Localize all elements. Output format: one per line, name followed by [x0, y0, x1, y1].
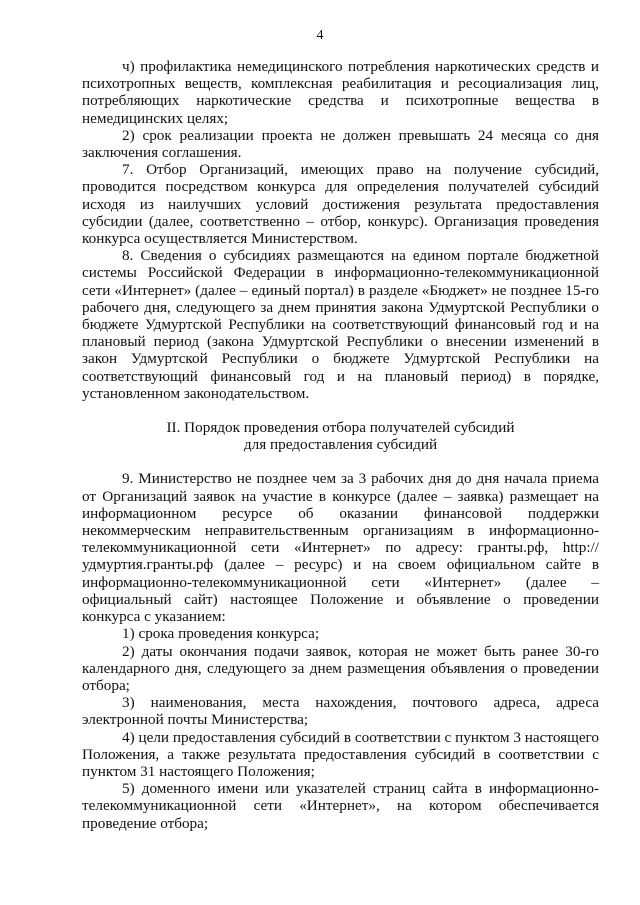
list-item-2: 2) даты окончания подачи заявок, которая не может быть ранее 30-го календарного дня, следующего за днем размещения объявления о проведении отбора; — [82, 642, 599, 694]
list-item-5: 5) доменного имени или указателей страниц сайта в информационно-телекоммуникационной сети «Интернет», на котором обеспечивается проведение отбора; — [82, 780, 599, 832]
paragraph-clause-7: 7. Отбор Организаций, имеющих право на получение субсидий, проводится посредством конкурса для определения получателей субсидий исходя из наилучших условий достижения результата предоставления субсидии (далее, соответственно – отбор, конкурс). Организация проведения конкурса осуществляется Министерством. — [82, 161, 599, 248]
page-number: 4 — [316, 28, 324, 43]
list-item-1: 1) срока проведения конкурса; — [122, 625, 320, 643]
list-item-3: 3) наименования, места нахождения, почтового адреса, адреса электронной почты Министерства; — [82, 694, 599, 729]
paragraph-clause-8: 8. Сведения о субсидиях размещаются на едином портале бюджетной системы Российской Федерации в информационно-телекоммуникационной сети «Интернет» (далее – единый портал) в разделе «Бюджет» не позднее 15-го рабочего дня, следующего за днем принятия закона Удмуртской Республики о бюджете Удмуртской Республики на соответствующий финансовый год и на плановый период (закона Удмуртской Республики о внесении изменений в закон Удмуртской Республики о бюджете Удмуртской Республики на соответствующий финансовый год и на плановый период) в порядке, установленном законодательством. — [82, 247, 599, 402]
paragraph-clause-9: 9. Министерство не позднее чем за 3 рабочих дня до дня начала приема от Организаций заявок на участие в конкурсе (далее – заявка) размещает на информационном ресурсе об оказании финансовой поддержки некоммерческим неправительственным организациям в информационно-телекоммуникационной сети «Интернет» по адресу: гранты.рф, http://удмуртия.гранты.рф (далее – ресурс) и на своем официальном сайте в информационно-телекоммуникационной сети «Интернет» (далее – официальный сайт) настоящее Положение и объявление о проведении конкурса с указанием: — [82, 470, 599, 626]
section-heading — [82, 419, 599, 453]
document-body — [82, 58, 599, 832]
section-heading-line-2: для предоставления субсидий — [243, 436, 438, 454]
list-item-4: 4) цели предоставления субсидий в соответствии с пунктом 3 настоящего Положения, а также результата предоставления субсидий в соответствии с пунктом 31 настоящего Положения; — [82, 728, 599, 780]
section-heading-line-1: II. Порядок проведения отбора получателей субсидий — [166, 419, 515, 437]
paragraph-item-2: 2) срок реализации проекта не должен превышать 24 месяца со дня заключения соглашения. — [82, 126, 599, 162]
paragraph-item-ch: ч) профилактика немедицинского потребления наркотических средств и психотропных веществ, комплексная реабилитация и ресоциализация лиц, потребляющих наркотические средства и психотропные вещества в немедицинских целях; — [82, 58, 599, 127]
